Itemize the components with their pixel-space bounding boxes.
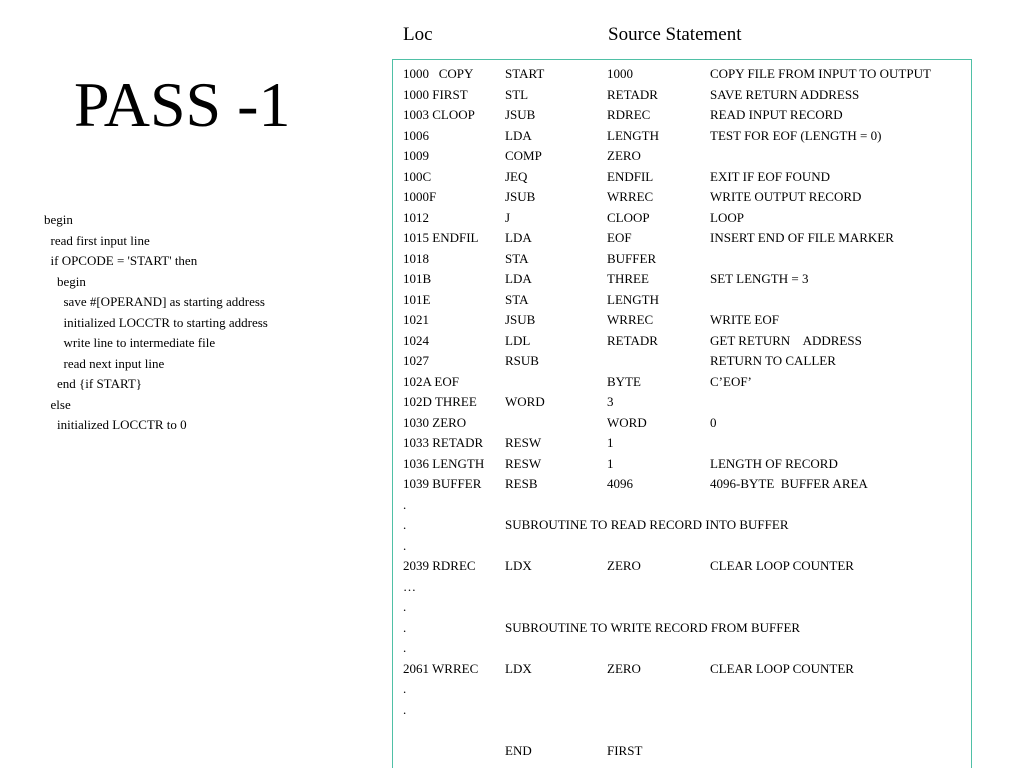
opcode-cell: LDA	[505, 230, 532, 245]
operand-cell: ZERO	[607, 148, 641, 163]
operand-cell: BYTE	[607, 373, 641, 389]
loc-label-cell: 1021	[403, 312, 429, 327]
opcode-cell: RESB	[505, 476, 538, 491]
algorithm-line: initialized LOCCTR to 0	[44, 417, 187, 432]
comment-cell: C’EOF’	[710, 373, 752, 389]
loc-label-cell: 1024	[403, 332, 429, 348]
opcode-cell: J	[505, 209, 511, 225]
loc-label-cell: .	[403, 640, 407, 655]
opcode-cell: SUBROUTINE TO READ RECORD INTO BUFFER	[505, 517, 789, 532]
comment-cell: SAVE RETURN ADDRESS	[710, 86, 860, 102]
loc-label-cell: .	[403, 496, 407, 512]
loc-label-cell: .	[403, 681, 407, 696]
operand-cell: ZERO	[607, 558, 641, 573]
loc-label-cell: 1000 COPY	[403, 66, 474, 81]
comment-cell: GET RETURN ADDRESS	[710, 332, 862, 348]
operand-cell: WRREC	[607, 189, 654, 204]
algorithm-line: else	[44, 396, 71, 412]
opcode-cell: SUBROUTINE TO WRITE RECORD FROM BUFFER	[505, 619, 801, 635]
loc-label-cell: 1012	[403, 209, 429, 225]
loc-label-cell: .	[403, 599, 407, 614]
comment-cell: RETURN TO CALLER	[710, 353, 836, 368]
loc-label-cell: 1003 CLOOP	[403, 107, 475, 122]
opcode-cell: START	[505, 66, 545, 81]
operand-cell: BUFFER	[607, 250, 657, 266]
pass1-algorithm	[44, 210, 268, 436]
opcode-cell: COMP	[505, 148, 542, 163]
loc-label-cell: 2039 RDREC	[403, 558, 476, 573]
opcode-cell: LDL	[505, 332, 531, 348]
operand-cell: 1000	[607, 66, 633, 81]
comment-cell: TEST FOR EOF (LENGTH = 0)	[710, 127, 882, 143]
comment-cell: COPY FILE FROM INPUT TO OUTPUT	[710, 66, 931, 81]
operand-cell: ENDFIL	[607, 168, 654, 184]
loc-label-cell: 1039 BUFFER	[403, 476, 482, 491]
comment-cell: READ INPUT RECORD	[710, 107, 843, 122]
loc-label-cell: .	[403, 619, 407, 635]
comment-cell: INSERT END OF FILE MARKER	[710, 230, 894, 245]
slide-title: PASS -1	[74, 69, 291, 140]
loc-label-cell: 1009	[403, 148, 429, 163]
operand-cell: LENGTH	[607, 291, 659, 307]
comment-cell: WRITE OUTPUT RECORD	[710, 189, 862, 204]
comment-cell: CLEAR LOOP COUNTER	[710, 558, 854, 573]
opcode-cell: STA	[505, 250, 529, 266]
comment-cell: LENGTH OF RECORD	[710, 455, 838, 471]
loc-label-cell: 1036 LENGTH	[403, 455, 485, 471]
operand-cell: 1	[607, 455, 614, 471]
opcode-cell: WORD	[505, 394, 545, 409]
opcode-cell: RESW	[505, 435, 542, 450]
operand-cell: EOF	[607, 230, 632, 245]
loc-label-cell: 101B	[403, 271, 432, 286]
loc-label-cell: 101E	[403, 291, 431, 307]
operand-cell: FIRST	[607, 742, 643, 758]
loc-label-cell: 2061 WRREC	[403, 660, 479, 676]
comment-cell: EXIT IF EOF FOUND	[710, 168, 831, 184]
loc-label-cell: 102D THREE	[403, 394, 477, 409]
algorithm-line: read next input line	[44, 355, 165, 371]
comment-cell: WRITE EOF	[710, 312, 779, 327]
algorithm-line: begin	[44, 273, 86, 289]
loc-label-cell: .	[403, 701, 407, 717]
loc-label-cell: 1000 FIRST	[403, 86, 468, 102]
opcode-cell: STA	[505, 291, 529, 307]
algorithm-line: write line to intermediate file	[44, 335, 216, 350]
loc-label-cell: 1006	[403, 127, 429, 143]
loc-label-cell: 1030 ZERO	[403, 414, 467, 430]
loc-label-cell: 1000F	[403, 189, 437, 204]
loc-label-cell: 1018	[403, 250, 429, 266]
loc-label-cell: .	[403, 537, 407, 553]
loc-label-cell: .	[403, 517, 407, 532]
comment-cell: 4096-BYTE BUFFER AREA	[710, 476, 868, 491]
comment-cell: SET LENGTH = 3	[710, 271, 809, 286]
loc-label-cell: 102A EOF	[403, 373, 459, 389]
opcode-cell: JSUB	[505, 189, 536, 204]
operand-cell: ZERO	[607, 660, 641, 676]
operand-cell: CLOOP	[607, 209, 650, 225]
operand-cell: 1	[607, 435, 614, 450]
opcode-cell: LDA	[505, 127, 532, 143]
algorithm-line: read first input line	[44, 232, 150, 248]
opcode-cell: RESW	[505, 455, 542, 471]
loc-label-cell: 1027	[403, 353, 429, 368]
operand-cell: WRREC	[607, 312, 654, 327]
comment-cell: LOOP	[710, 209, 744, 225]
operand-cell: LENGTH	[607, 127, 659, 143]
loc-column-header: Loc	[403, 24, 433, 45]
opcode-cell: JEQ	[505, 168, 528, 184]
operand-cell: RETADR	[607, 332, 658, 348]
operand-cell: 4096	[607, 476, 633, 491]
opcode-cell: RSUB	[505, 353, 539, 368]
operand-cell: RDREC	[607, 107, 651, 122]
loc-label-cell: 1033 RETADR	[403, 435, 484, 450]
comment-cell: 0	[710, 414, 717, 430]
opcode-cell: JSUB	[505, 107, 536, 122]
operand-cell: THREE	[607, 271, 649, 286]
opcode-cell: END	[505, 742, 532, 758]
algorithm-line: save #[OPERAND] as starting address	[44, 294, 265, 309]
opcode-cell: LDX	[505, 660, 532, 676]
comment-cell: CLEAR LOOP COUNTER	[710, 660, 854, 676]
opcode-cell: LDX	[505, 558, 532, 573]
algorithm-line: end {if START}	[44, 376, 143, 391]
source-statement-header: Source Statement	[608, 24, 742, 45]
operand-cell: 3	[607, 394, 614, 409]
opcode-cell: STL	[505, 86, 529, 102]
algorithm-line: begin	[44, 212, 73, 227]
operand-cell: WORD	[607, 414, 647, 430]
loc-label-cell: 100C	[403, 168, 432, 184]
opcode-cell: JSUB	[505, 312, 536, 327]
operand-cell: RETADR	[607, 86, 658, 102]
program-listing-box	[392, 59, 972, 768]
algorithm-line: if OPCODE = 'START' then	[44, 253, 198, 268]
loc-label-cell: …	[403, 578, 416, 594]
algorithm-line: initialized LOCCTR to starting address	[44, 314, 268, 330]
loc-label-cell: 1015 ENDFIL	[403, 230, 479, 245]
opcode-cell: LDA	[505, 271, 532, 286]
